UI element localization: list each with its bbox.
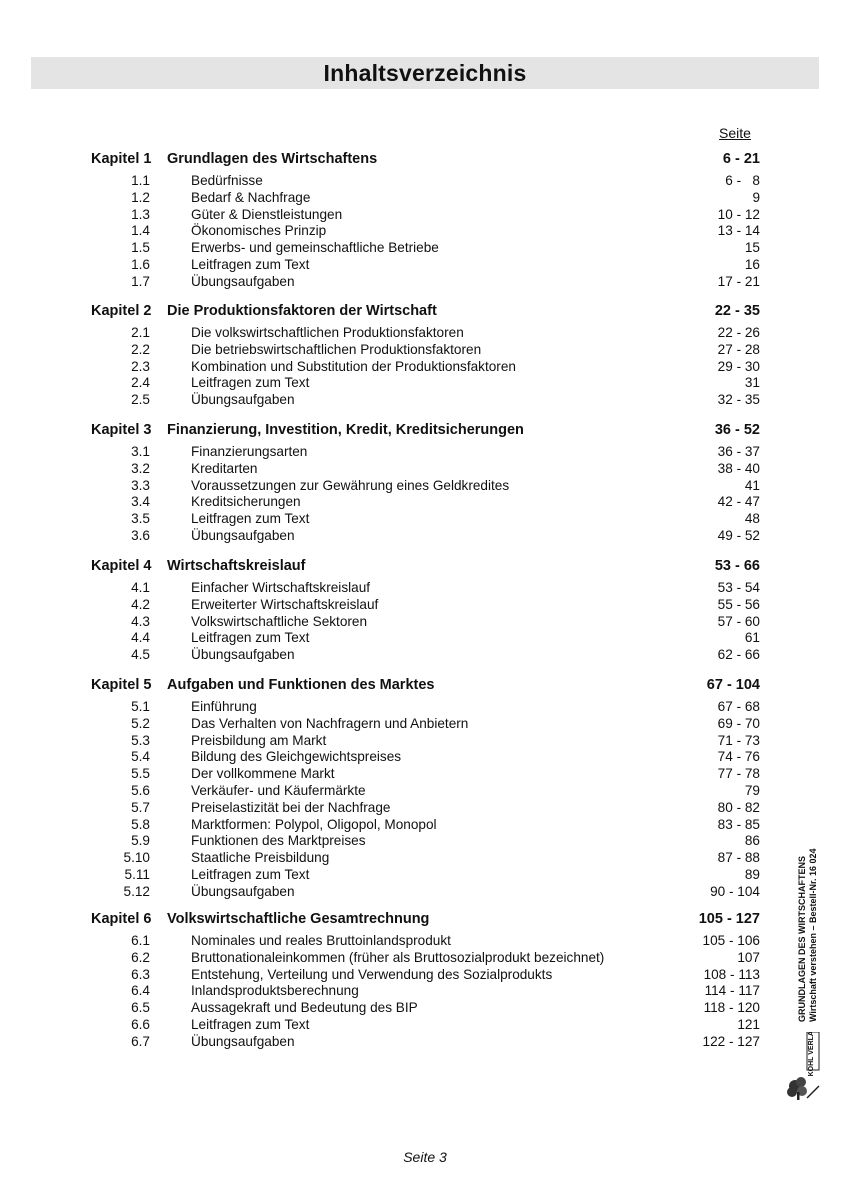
section-row [0,800,850,817]
side-note-line1: GRUNDLAGEN DES WIRTSCHAFTENS [797,856,807,1022]
chapter-pages: 67 - 104 [706,677,760,693]
chapter-pages: 6 - 21 [722,151,760,167]
section-pages: 36 - 37 [717,444,760,459]
section-row [0,733,850,750]
section-title: Bruttonationaleinkommen (früher als Bruttosozialprodukt bezeichnet) [191,949,605,965]
section-number: 1.1 [131,173,150,188]
section-row [0,749,850,766]
section-number: 6.2 [131,949,150,965]
section-pages: 6 - 8 [725,173,760,188]
section-row [0,494,850,511]
chapter-pages: 22 - 35 [714,303,760,319]
section-pages: 32 - 35 [717,392,760,408]
chapter-row [0,911,850,929]
chapter-label: Kapitel 5 [91,677,152,693]
section-title: Volkswirtschaftliche Sektoren [191,613,368,629]
section-pages: 29 - 30 [717,358,760,374]
section-row [0,207,850,224]
section-row [0,614,850,631]
section-title: Das Verhalten von Nachfragern und Anbietern [191,715,469,731]
section-title: Finanzierungsarten [191,444,308,459]
section-pages: 53 - 54 [717,580,760,595]
section-row [0,223,850,240]
section-pages: 31 [744,375,760,391]
section-pages: 77 - 78 [717,766,760,782]
section-title: Bedarf & Nachfrage [191,189,311,205]
section-pages: 74 - 76 [717,749,760,765]
section-number: 5.2 [131,715,150,731]
section-pages: 105 - 106 [702,933,760,948]
section-number: 1.4 [131,223,150,239]
section-list [0,933,850,1051]
section-pages: 107 [737,949,760,965]
section-pages: 114 - 117 [704,983,760,999]
section-number: 4.1 [131,580,150,595]
section-pages: 17 - 21 [717,273,760,289]
chapter-pages: 105 - 127 [698,911,760,927]
section-number: 2.5 [131,392,150,408]
section-number: 4.2 [131,596,150,612]
section-pages: 55 - 56 [717,596,760,612]
section-pages: 118 - 120 [703,1000,760,1016]
section-number: 5.10 [123,850,150,866]
chapter-row [0,422,850,440]
section-title: Verkäufer- und Käufermärkte [191,782,366,798]
section-pages: 71 - 73 [717,732,760,748]
section-number: 1.6 [131,256,150,272]
section-row [0,783,850,800]
section-title: Übungsaufgaben [191,1033,295,1049]
section-number: 5.9 [131,833,150,849]
chapter-block [0,911,850,1051]
section-pages: 90 - 104 [710,883,760,899]
section-pages: 57 - 60 [717,613,760,629]
chapter-row [0,151,850,169]
section-number: 1.7 [131,273,150,289]
section-number: 6.6 [131,1016,150,1032]
section-title: Übungsaufgaben [191,392,295,408]
section-pages: 15 [744,240,760,256]
section-pages: 62 - 66 [717,647,760,663]
section-pages: 79 [744,782,760,798]
section-row [0,884,850,901]
section-row [0,1017,850,1034]
section-row [0,173,850,190]
section-row [0,1000,850,1017]
section-pages: 67 - 68 [717,699,760,714]
section-number: 3.5 [131,511,150,527]
chapter-block [0,422,850,545]
section-title: Bildung des Gleichgewichtspreises [191,749,402,765]
chapter-block [0,303,850,409]
section-number: 6.5 [131,1000,150,1016]
section-title: Voraussetzungen zur Gewährung eines Geldkredites [191,477,510,493]
section-title: Übungsaufgaben [191,883,295,899]
chapter-block [0,151,850,291]
section-title: Leitfragen zum Text [191,511,310,527]
section-title: Erwerbs- und gemeinschaftliche Betriebe [191,240,439,256]
section-title: Marktformen: Polypol, Oligopol, Monopol [191,816,437,832]
section-number: 5.4 [131,749,150,765]
section-row [0,850,850,867]
section-title: Die volkswirtschaftlichen Produktionsfaktoren [191,325,464,340]
section-number: 3.4 [131,494,150,510]
section-title: Die betriebswirtschaftlichen Produktionsfaktoren [191,341,482,357]
section-title: Inlandsproduktsberechnung [191,983,359,999]
section-title: Entstehung, Verteilung und Verwendung des Sozialprodukts [191,966,553,982]
publisher-logo [785,1032,825,1102]
section-pages: 80 - 82 [717,799,760,815]
section-number: 6.1 [131,933,150,948]
section-title: Bedürfnisse [191,173,263,188]
chapter-row [0,303,850,321]
page-title: Inhaltsverzeichnis [323,60,527,86]
section-number: 5.12 [123,883,150,899]
section-number: 6.4 [131,983,150,999]
section-pages: 61 [744,630,760,646]
tree-icon [785,1032,825,1102]
section-title: Nominales und reales Bruttoinlandsprodukt [191,933,451,948]
section-number: 3.3 [131,477,150,493]
section-row [0,240,850,257]
section-number: 3.1 [131,444,150,459]
section-pages: 10 - 12 [717,206,760,222]
section-row [0,983,850,1000]
section-row [0,699,850,716]
chapter-title: Volkswirtschaftliche Gesamtrechnung [167,911,430,927]
section-row [0,325,850,342]
section-number: 1.2 [131,189,150,205]
section-number: 5.8 [131,816,150,832]
section-title: Übungsaufgaben [191,273,295,289]
section-row [0,950,850,967]
chapter-label: Kapitel 4 [91,558,152,574]
section-number: 5.1 [131,699,150,714]
section-number: 5.3 [131,732,150,748]
section-list [0,699,850,901]
section-row [0,933,850,950]
section-row [0,511,850,528]
section-row [0,392,850,409]
section-number: 6.3 [131,966,150,982]
section-row [0,190,850,207]
section-pages: 86 [744,833,760,849]
section-row [0,766,850,783]
section-number: 2.4 [131,375,150,391]
section-row [0,867,850,884]
section-list [0,325,850,409]
section-title: Kreditarten [191,460,258,476]
section-title: Einführung [191,699,257,714]
section-title: Leitfragen zum Text [191,1016,310,1032]
chapter-row [0,677,850,695]
section-list [0,580,850,664]
section-number: 4.5 [131,647,150,663]
section-number: 6.7 [131,1033,150,1049]
chapter-label: Kapitel 6 [91,911,152,927]
page-column-header: Seite [719,125,751,141]
chapter-pages: 36 - 52 [714,422,760,438]
section-row [0,528,850,545]
section-title: Leitfragen zum Text [191,375,310,391]
section-title: Erweiterter Wirtschaftskreislauf [191,596,379,612]
section-title: Ökonomisches Prinzip [191,223,327,239]
section-number: 3.2 [131,460,150,476]
section-row [0,342,850,359]
section-row [0,359,850,376]
title-bar [31,57,819,89]
section-title: Funktionen des Marktpreises [191,833,366,849]
chapter-title: Die Produktionsfaktoren der Wirtschaft [167,303,437,319]
section-title: Übungsaufgaben [191,647,295,663]
section-pages: 83 - 85 [717,816,760,832]
section-title: Kombination und Substitution der Produktionsfaktoren [191,358,516,374]
page-footer: Seite 3 [403,1149,447,1165]
section-number: 3.6 [131,527,150,543]
section-number: 5.11 [124,866,150,882]
section-row [0,647,850,664]
section-pages: 108 - 113 [703,966,760,982]
section-row [0,597,850,614]
section-number: 1.3 [131,206,150,222]
side-note-line2: Wirtschaft verstehen – Bestell-Nr. 16 024 [808,848,818,1022]
section-pages: 48 [744,511,760,527]
section-row [0,375,850,392]
section-pages: 42 - 47 [717,494,760,510]
section-pages: 89 [744,866,760,882]
chapter-pages: 53 - 66 [714,558,760,574]
chapter-title: Aufgaben und Funktionen des Marktes [167,677,435,693]
section-number: 2.2 [131,341,150,357]
section-title: Preisbildung am Markt [191,732,327,748]
chapter-block [0,677,850,901]
section-title: Einfacher Wirtschaftskreislauf [191,580,371,595]
section-pages: 22 - 26 [717,325,760,340]
section-pages: 87 - 88 [717,850,760,866]
section-number: 2.1 [131,325,150,340]
section-title: Preiselastizität bei der Nachfrage [191,799,391,815]
section-pages: 38 - 40 [717,460,760,476]
section-pages: 41 [744,477,760,493]
section-title: Leitfragen zum Text [191,256,310,272]
section-number: 2.3 [131,358,150,374]
section-pages: 49 - 52 [717,527,760,543]
section-number: 4.4 [131,630,150,646]
side-note [797,849,819,1023]
section-pages: 9 [752,189,760,205]
section-pages: 16 [744,256,760,272]
section-pages: 121 [737,1016,760,1032]
section-title: Der vollkommene Markt [191,766,335,782]
section-row [0,630,850,647]
section-row [0,274,850,291]
chapter-label: Kapitel 3 [91,422,152,438]
section-pages: 122 - 127 [702,1033,760,1049]
section-row [0,461,850,478]
section-title: Leitfragen zum Text [191,866,310,882]
section-title: Kreditsicherungen [191,494,301,510]
section-row [0,967,850,984]
section-list [0,444,850,545]
section-row [0,817,850,834]
section-pages: 69 - 70 [717,715,760,731]
section-number: 5.5 [131,766,150,782]
section-row [0,444,850,461]
section-number: 1.5 [131,240,150,256]
section-pages: 27 - 28 [717,341,760,357]
section-row [0,478,850,495]
publisher-logo-text: KOHL VERLAG [808,1032,815,1077]
section-row [0,716,850,733]
section-title: Staatliche Preisbildung [191,850,330,866]
section-number: 4.3 [131,613,150,629]
section-row [0,257,850,274]
section-row [0,580,850,597]
section-number: 5.7 [131,799,150,815]
chapter-label: Kapitel 1 [91,151,152,167]
chapter-title: Wirtschaftskreislauf [167,558,306,574]
section-row [0,1034,850,1051]
section-title: Aussagekraft und Bedeutung des BIP [191,1000,418,1016]
section-row [0,833,850,850]
section-title: Güter & Dienstleistungen [191,206,343,222]
section-title: Leitfragen zum Text [191,630,310,646]
chapter-block [0,558,850,664]
section-pages: 13 - 14 [717,223,760,239]
section-list [0,173,850,291]
section-number: 5.6 [131,782,150,798]
chapter-row [0,558,850,576]
chapter-title: Grundlagen des Wirtschaftens [167,151,378,167]
chapter-title: Finanzierung, Investition, Kredit, Kreditsicherungen [167,422,524,438]
chapter-label: Kapitel 2 [91,303,152,319]
section-title: Übungsaufgaben [191,527,295,543]
